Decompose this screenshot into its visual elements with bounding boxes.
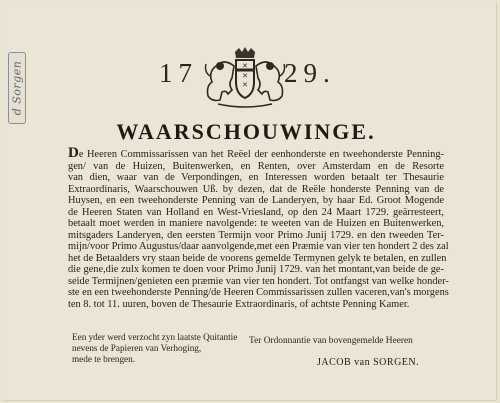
margin-note <box>8 52 26 124</box>
svg-text:✕: ✕ <box>242 62 248 70</box>
receipt-note-line: nevens de Papieren van Verhoging, <box>72 343 202 353</box>
signature: JACOB van SORGEN. <box>317 357 420 368</box>
svg-text:✕: ✕ <box>242 72 248 80</box>
body-line: de Heeren Staten van Holland en West-Vriesland, op den 24 Maart 1729. geärresteert, <box>68 206 444 218</box>
document-title-text: WAARSCHOUWINGE. <box>116 119 376 144</box>
body-line: ten 8. tot 11. uuren, boven de Thesaurie Extraordinaris, of achtste Penning Kamer. <box>68 298 410 310</box>
coat-of-arms-icon <box>198 46 292 112</box>
ordinance-line: Ter Ordonnantie van bovengemelde Heeren <box>249 336 413 346</box>
year-right: 29. <box>284 58 336 88</box>
svg-text:✕: ✕ <box>242 81 248 89</box>
body-line: die gene,die zulx komen te doen voor Primo Junij 1729. van het montant,van beide de ge- <box>68 264 444 275</box>
body-line: Huysen, en een tweehonderste Penning van de Landeryen, by haar Ed. Groot Mogende <box>68 195 444 206</box>
receipt-note-line: Een yder werd verzocht zyn laatste Quitantie <box>72 332 238 342</box>
body-line: mijn/voor Primo Augustus/daar aanvolgende,met een Præmie van vier ten hondert 2 des zal <box>68 241 449 252</box>
body-line: Extraordinaris, Waarschouwen Uß. by dezen, dat de Reële honderste Penning van de <box>68 183 444 195</box>
receipt-note-line: mede te brengen. <box>72 354 136 364</box>
body-text <box>68 145 449 310</box>
body-line: seide Termijnen/genieten een præmie van vier ten hondert. Tot ontfangst van welke honder- <box>68 275 449 287</box>
body-line: mitsgaders Landeryen, den eersten Termijn voor Primo Junij 1729. en den tweeden Ter- <box>68 229 444 241</box>
body-line: ste en een tweehonderste Penning/de Heeren Commissarissen zullen vaceren,van's morgens <box>68 287 449 298</box>
receipt-note <box>72 332 242 365</box>
body-line: betaalt moet werden in maniere navolgende: te weeten van de Huizen en Buitenwerken, <box>68 218 444 229</box>
body-line: het de Betaalders vry staan beide de voorens gemelde Termynen gelyk te betalen, en zullen <box>68 252 447 264</box>
document-title <box>2 119 500 145</box>
year-left: 17 <box>159 58 198 88</box>
body-line: gen/ van de Huizen, Buitenwerken, en Renten, over Amsterdam en de Resorte <box>68 160 444 172</box>
paper <box>2 2 497 401</box>
body-line: van dien, waar van de Verpondingen, en Interessen worden betaalt ter Thesaurie <box>68 172 444 183</box>
body-line: De Heeren Commissarissen van het Reëel der eenhonderste en tweehonderste Penning- <box>68 145 444 161</box>
margin-note-text: d Sorgen <box>10 60 24 116</box>
